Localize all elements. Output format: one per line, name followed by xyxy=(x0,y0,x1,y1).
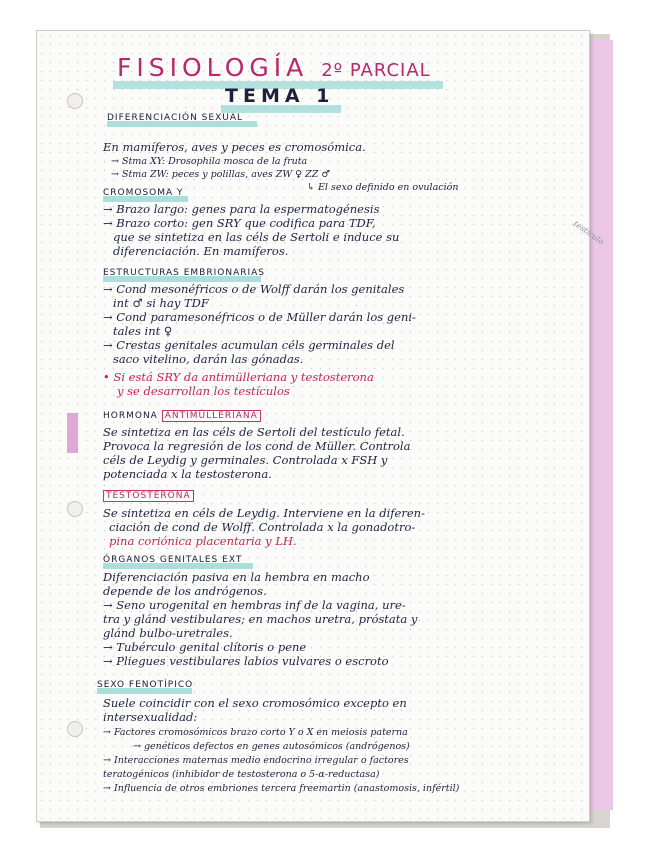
highlight-note: y se desarrollan los testículos xyxy=(117,384,290,398)
text-line: que se sintetiza en las céls de Sertoli e induce su xyxy=(113,230,400,244)
text-line: Suele coincidir con el sexo cromosómico excepto en xyxy=(103,696,407,710)
text-line: → Cond paramesonéfricos o de Müller darán los geni- xyxy=(103,310,416,324)
text-line: potenciada x la testosterona. xyxy=(103,467,272,481)
section-heading-diferenciacion: DIFERENCIACIÓN SEXUAL xyxy=(107,113,243,123)
text-line: diferenciación. En mamíferos. xyxy=(113,244,289,258)
text-line: Diferenciación pasiva en la hembra en macho xyxy=(103,570,370,584)
text-line: → Influencia de otros embriones tercera freemartin (anastomosis, infértil) xyxy=(103,783,460,794)
section-heading-testosterona xyxy=(103,491,194,501)
punch-hole xyxy=(67,93,83,109)
text-line: glánd bulbo-uretrales. xyxy=(103,626,233,640)
text-line: tra y glánd vestibulares; en machos uretra, próstata y xyxy=(103,612,418,626)
text-line: En mamíferos, aves y peces es cromosómica. xyxy=(103,140,366,154)
binder-sticker xyxy=(67,413,78,453)
text-line: → Stma XY: Drosophila mosca de la fruta xyxy=(111,156,308,167)
text-line: ↳ El sexo definido en ovulación xyxy=(307,182,459,193)
punch-hole xyxy=(67,501,83,517)
text-line: saco vitelino, darán las gónadas. xyxy=(113,352,304,366)
text-line: Se sintetiza en las céls de Sertoli del testículo fetal. xyxy=(103,425,405,439)
heading-part: HORMONA xyxy=(103,411,158,421)
notebook-page xyxy=(36,30,606,822)
text-line: → Brazo largo: genes para la espermatogénesis xyxy=(103,202,380,216)
text-line: → Factores cromosómicos brazo corto Y o X en meiosis paterna xyxy=(103,727,408,738)
text-line: → Tubérculo genital clítoris o pene xyxy=(103,640,307,654)
heading-boxed-part: TESTOSTERONA xyxy=(103,490,194,502)
heading-boxed-part: ANTIMÜLLERIANA xyxy=(162,410,261,422)
text-line: depende de los andrógenos. xyxy=(103,584,267,598)
text-line: → genéticos defectos en genes autosómicos (andrógenos) xyxy=(133,741,410,752)
section-heading-estructuras: ESTRUCTURAS EMBRIONARIAS xyxy=(103,268,266,278)
text-line: intersexualidad: xyxy=(103,710,198,724)
text-line: ciación de cond de Wolff. Controlada x la gonadotro- xyxy=(109,520,416,534)
section-heading-cromosoma-y: CROMOSOMA Y xyxy=(103,188,184,198)
text-line: céls de Leydig y germinales. Controlada x FSH y xyxy=(103,453,388,467)
text-line: Provoca la regresión de los cond de Müller. Controla xyxy=(103,439,411,453)
title-part: 2º PARCIAL xyxy=(321,60,431,81)
section-heading-organos: ÓRGANOS GENITALES EXT xyxy=(103,555,243,565)
text-line: → Brazo corto: gen SRY que codifica para TDF, xyxy=(103,216,376,230)
text-line: tales int ♀ xyxy=(113,324,173,338)
title-subject: FISIOLOGÍA xyxy=(117,53,309,82)
text-line: → Stma ZW: peces y polillas, aves ZW ♀ ZZ ♂ xyxy=(111,169,330,180)
section-heading-sexo-fenotipico: SEXO FENOTÍPICO xyxy=(97,680,194,690)
text-line: → Crestas genitales acumulan céls germinales del xyxy=(103,338,395,352)
text-line: → Interacciones maternas medio endocrino irregular o factores xyxy=(103,755,409,766)
side-note: testículo xyxy=(571,219,606,247)
tema-heading: TEMA 1 xyxy=(225,85,335,107)
text-line: Se sintetiza en céls de Leydig. Interviene en la diferen- xyxy=(103,506,425,520)
section-heading-hormona-antimulleriana xyxy=(103,411,261,421)
text-line: teratogénicos (inhibidor de testosterona o 5-α-reductasa) xyxy=(103,769,380,780)
highlight-note: • Si está SRY da antimülleriana y testosterona xyxy=(103,370,374,384)
text-line: int ♂ si hay TDF xyxy=(113,296,209,310)
text-line: pina coriónica placentaria y LH. xyxy=(109,534,297,548)
text-line: → Cond mesonéfricos o de Wolff darán los genitales xyxy=(103,282,405,296)
text-line: → Pliegues vestibulares labios vulvares o escroto xyxy=(103,654,389,668)
punch-hole xyxy=(67,721,83,737)
page-title xyxy=(117,53,431,82)
text-line: → Seno urogenital en hembras inf de la vagina, ure- xyxy=(103,598,406,612)
